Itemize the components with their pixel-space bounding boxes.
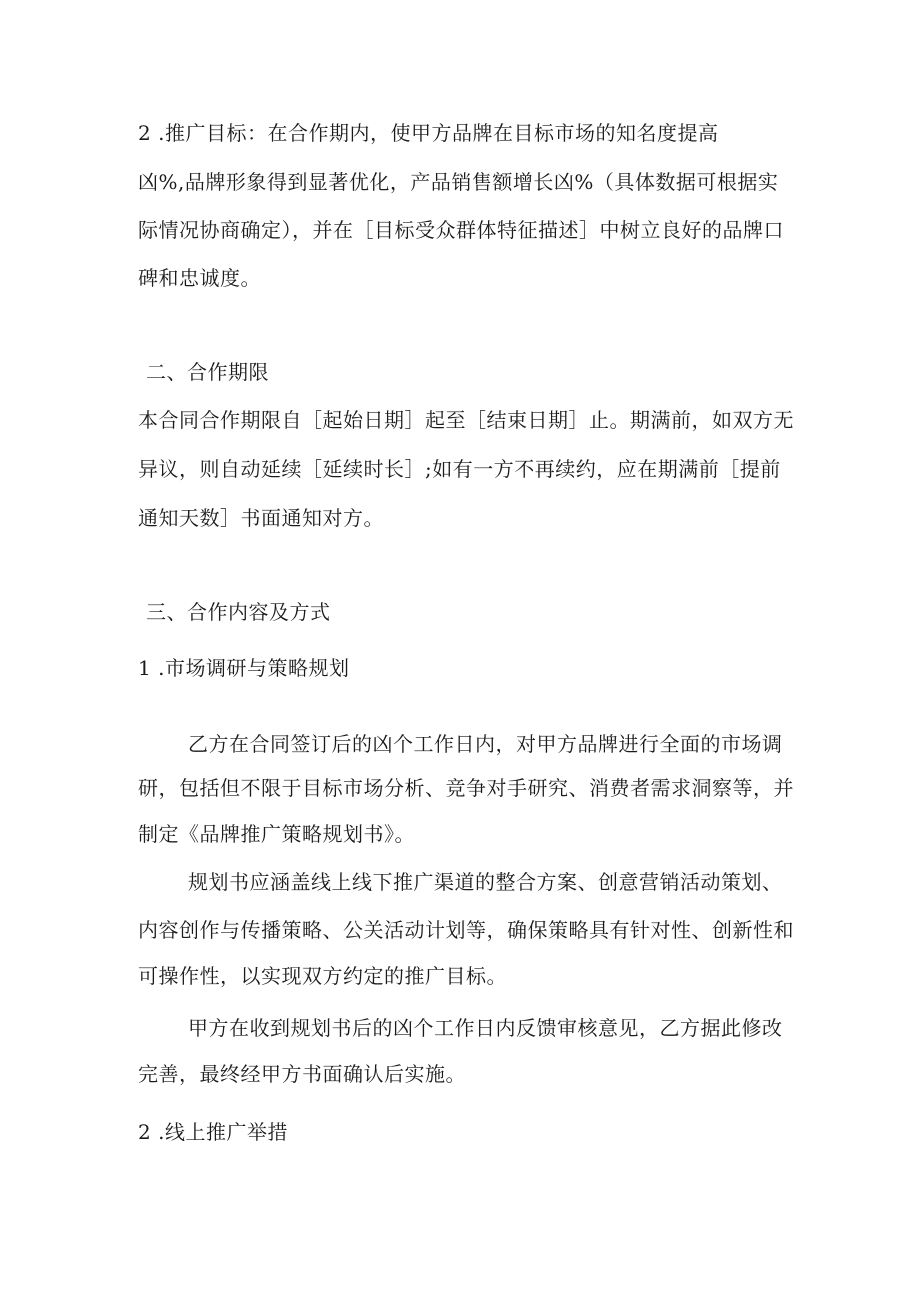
section-2-paragraph-line-2: 异议，则自动延续［延续时长］;如有一方不再续约，应在期满前［提前 [138,457,781,481]
section-2-heading: 二、合作期限 [146,360,269,384]
section-2-paragraph-line-1: 本合同合作期限自［起始日期］起至［结束日期］止。期满前，如双方无 [138,408,794,432]
goal-item-line-4: 碑和忠诚度。 [138,266,261,290]
goal-item-line-1: 2 .推广目标：在合作期内，使甲方品牌在目标市场的知名度提高 [138,121,719,145]
goal-item-line-3: 际情况协商确定），并在［目标受众群体特征描述］中树立良好的品牌口 [138,218,784,242]
item-1-para-2-line-1: 规划书应涵盖线上线下推广渠道的整合方案、创意营销活动策划、 [188,870,783,894]
section-2-paragraph-line-3: 通知天数］书面通知对方。 [138,506,384,530]
section-3-heading: 三、合作内容及方式 [146,600,331,624]
item-1-para-1-line-2: 研，包括但不限于目标市场分析、竞争对手研究、消费者需求洞察等，并 [138,776,794,800]
item-1-para-2-line-2: 内容创作与传播策略、公关活动计划等，确保策略具有针对性、创新性和 [138,918,794,942]
section-3-item-1-title: 1 .市场调研与策略规划 [138,656,350,680]
item-1-para-1-line-3: 制定《品牌推广策略规划书》。 [138,822,415,846]
section-3-item-2-title: 2 .线上推广举措 [138,1120,288,1144]
goal-item-line-2: 凶%,品牌形象得到显著优化，产品销售额增长凶%（具体数据可根据实 [138,170,779,194]
item-1-para-1-line-1: 乙方在合同签订后的凶个工作日内，对甲方品牌进行全面的市场调 [188,732,783,756]
item-1-para-3-line-2: 完善，最终经甲方书面确认后实施。 [138,1062,466,1086]
item-1-para-2-line-3: 可操作性，以实现双方约定的推广目标。 [138,964,507,988]
item-1-para-3-line-1: 甲方在收到规划书后的凶个工作日内反馈审核意见，乙方据此修改 [188,1016,783,1040]
